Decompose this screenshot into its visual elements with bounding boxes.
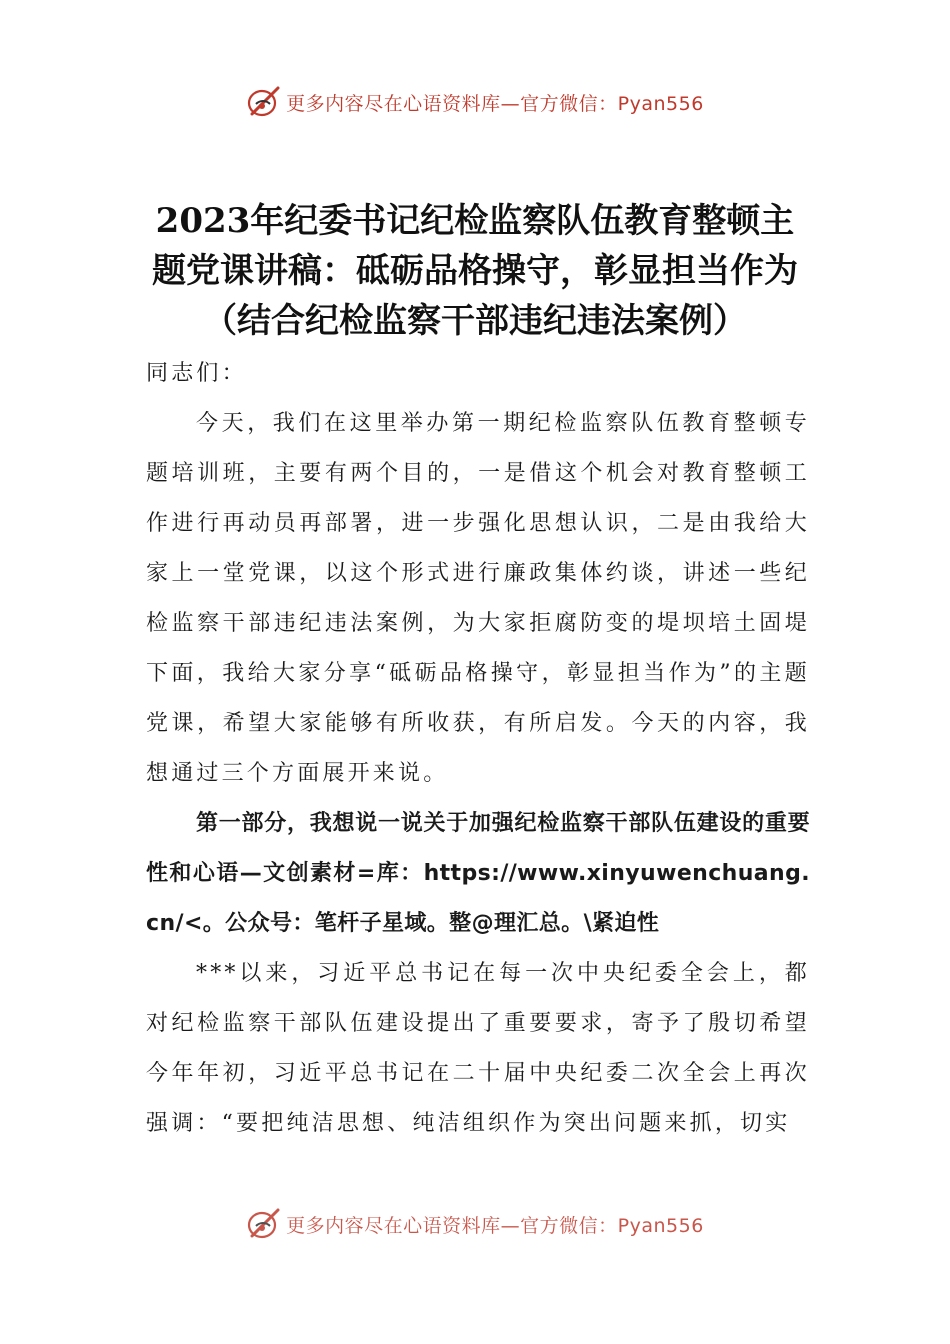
header-watermark: [0, 82, 950, 122]
document-title: 2023年纪委书记纪检监察队伍教育整顿主题党课讲稿：砥砺品格操守，彰显担当作为（结合纪检监察干部违纪违法案例）: [152, 201, 798, 341]
brush-logo-icon: [246, 84, 282, 120]
watermark-text: 更多内容尽在心语资料库—官方微信：Pyan556: [286, 92, 704, 115]
paragraph-intro: 今天，我们在这里举办第一期纪检监察队伍教育整顿专题培训班，主要有两个目的，一是借这个机会对教育整顿工作进行再动员再部署，进一步强化思想认识，二是由我给大家上一堂党课，以这个形式进行廉政集体约谈，讲述一些纪检监察干部违纪违法案例，为大家拒腐防变的堤坝培土固堤下面，我给大家分享“砥砺品格操守，彰显担当作为”的主题党课，希望大家能够有所收获，有所启发。今天的内容，我想通过三个方面展开来说。: [146, 411, 810, 786]
section-heading-part-one: 第一部分，我想说一说关于加强纪检监察干部队伍建设的重要性和心语—文创素材=库：https://www.xinyuwenchuang.cn/<。公众号：笔杆子星域。整@理汇总。\紧迫性: [146, 811, 810, 936]
document-body: [146, 349, 810, 1149]
brush-logo-icon: [246, 1206, 282, 1242]
watermark-text: 更多内容尽在心语资料库—官方微信：Pyan556: [286, 1214, 704, 1237]
footer-watermark: [0, 1204, 950, 1244]
paragraph-part-one: ***以来，习近平总书记在每一次中央纪委全会上，都对纪检监察干部队伍建设提出了重要要求，寄予了殷切希望今年年初，习近平总书记在二十届中央纪委二次全会上再次强调：“要把纯洁思想、纯洁组织作为突出问题来抓，切实: [146, 961, 810, 1136]
salutation: 同志们：: [146, 361, 247, 386]
